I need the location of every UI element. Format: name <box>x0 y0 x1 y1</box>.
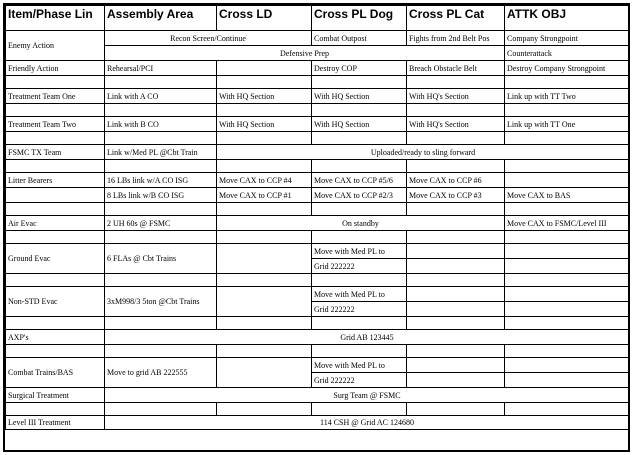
empty-cell <box>6 231 105 244</box>
empty-cell <box>407 203 505 216</box>
empty-cell <box>105 274 217 287</box>
cell-friendly-obj: Destroy Company Strongpoint <box>505 61 630 76</box>
empty-cell <box>505 259 630 274</box>
empty-cell <box>6 132 105 145</box>
cell-tt2-aa: Link with B CO <box>105 117 217 132</box>
cell-enemy-obj-2: Counterattack <box>505 46 630 61</box>
cell-tt1-pl-dog: With HQ Section <box>312 89 407 104</box>
empty-cell <box>6 160 105 173</box>
empty-cell <box>407 358 505 373</box>
empty-cell <box>217 104 312 117</box>
cell-litter-pl-dog-2: Move CAX to CCP #2/3 <box>312 188 407 203</box>
cell-tt1-aa: Link with A CO <box>105 89 217 104</box>
table-row <box>6 31 630 46</box>
empty-cell <box>105 132 217 145</box>
row-label-fsmc-tx-team: FSMC TX Team <box>6 145 105 160</box>
cell-ground-pl-dog-1: Move with Med PL to <box>312 244 407 259</box>
header-cross-pl-cat: Cross PL Cat <box>407 6 505 31</box>
empty-cell <box>505 403 630 416</box>
cell-friendly-aa: Rehearsal/PCI <box>105 61 217 76</box>
cell-air-on-standby: On standby <box>217 216 505 231</box>
empty-cell <box>505 203 630 216</box>
empty-cell <box>407 132 505 145</box>
empty-cell <box>312 345 407 358</box>
empty-cell <box>407 259 505 274</box>
cell-ct-aa: Move to grid AB 222555 <box>105 358 217 388</box>
empty-cell <box>505 317 630 330</box>
cell-litter-pl-cat-2: Move CAX to CCP #3 <box>407 188 505 203</box>
table-row <box>6 173 630 188</box>
empty-cell <box>217 76 312 89</box>
row-label-litter-bearers: Litter Bearers <box>6 173 105 188</box>
table-row <box>6 287 630 302</box>
table-row <box>6 117 630 132</box>
header-attk-obj: ATTK OBJ <box>505 6 630 31</box>
cell-fsmc-aa: Link w/Med PL @Cbt Train <box>105 145 217 160</box>
empty-cell <box>6 317 105 330</box>
empty-cell <box>505 104 630 117</box>
row-label-enemy-action: Enemy Action <box>6 31 105 61</box>
cell-fsmc-uploaded: Uploaded/ready to sling forward <box>217 145 630 160</box>
row-label-air-evac: Air Evac <box>6 216 105 231</box>
empty-cell <box>6 104 105 117</box>
empty-cell <box>6 203 105 216</box>
empty-cell <box>312 104 407 117</box>
cell-litter-pl-dog-1: Move CAX to CCP #5/6 <box>312 173 407 188</box>
row-label-friendly-action: Friendly Action <box>6 61 105 76</box>
cell-tt1-ld: With HQ Section <box>217 89 312 104</box>
empty-cell <box>312 231 407 244</box>
table-row <box>6 231 630 244</box>
empty-cell <box>6 345 105 358</box>
header-item-phase-line: Item/Phase Lin <box>6 6 105 31</box>
table-row <box>6 160 630 173</box>
cell-ground-pl-dog-2: Grid 222222 <box>312 259 407 274</box>
cell-tt2-pl-dog: With HQ Section <box>312 117 407 132</box>
empty-cell <box>505 287 630 302</box>
empty-cell <box>105 76 217 89</box>
table-row <box>6 244 630 259</box>
table-row <box>6 403 630 416</box>
empty-cell <box>407 274 505 287</box>
empty-cell <box>505 274 630 287</box>
empty-cell <box>505 373 630 388</box>
table-row <box>6 330 630 345</box>
empty-cell <box>505 345 630 358</box>
table-row <box>6 61 630 76</box>
empty-cell <box>105 231 217 244</box>
table-row <box>6 203 630 216</box>
cell-enemy-pl-cat: Fights from 2nd Belt Pos <box>407 31 505 46</box>
cell-litter-aa-1: 16 LBs link w/A CO ISG <box>105 173 217 188</box>
header-assembly-area: Assembly Area <box>105 6 217 31</box>
cell-litter-obj-1 <box>505 173 630 188</box>
cell-litter-ld-1: Move CAX to CCP #4 <box>217 173 312 188</box>
table-row <box>6 104 630 117</box>
cell-friendly-pl-dog: Destroy COP <box>312 61 407 76</box>
empty-cell <box>312 132 407 145</box>
table-row <box>6 345 630 358</box>
cell-tt1-obj: Link up with TT Two <box>505 89 630 104</box>
empty-cell <box>312 76 407 89</box>
empty-cell <box>217 132 312 145</box>
empty-cell <box>312 403 407 416</box>
cell-litter-pl-cat-1: Move CAX to CCP #6 <box>407 173 505 188</box>
empty-cell <box>105 203 217 216</box>
cell-nonstd-aa: 3xM998/3 5ton @Cbt Trains <box>105 287 217 317</box>
empty-cell <box>217 244 312 274</box>
empty-cell <box>407 76 505 89</box>
empty-cell <box>217 231 312 244</box>
cell-air-obj: Move CAX to FSMC/Level III <box>505 216 630 231</box>
table-row <box>6 188 630 203</box>
cell-ct-pl-dog-2: Grid 222222 <box>312 373 407 388</box>
row-label-treatment-team-one: Treatment Team One <box>6 89 105 104</box>
row-label-axps: AXP's <box>6 330 105 345</box>
table-row <box>6 145 630 160</box>
empty-cell <box>407 345 505 358</box>
empty-cell <box>217 403 312 416</box>
cell-litter-aa-2: 8 LBs link w/B CO ISG <box>105 188 217 203</box>
empty-cell <box>312 160 407 173</box>
cell-tt2-obj: Link up with TT One <box>505 117 630 132</box>
empty-cell <box>6 403 105 416</box>
header-row <box>6 6 630 31</box>
table-row <box>6 388 630 403</box>
empty-cell <box>6 188 105 203</box>
row-label-level-iii-treatment: Level III Treatment <box>6 416 105 430</box>
empty-cell <box>105 317 217 330</box>
empty-cell <box>407 287 505 302</box>
table-row <box>6 132 630 145</box>
cell-axp-grid: Grid AB 123445 <box>105 330 630 345</box>
table-row <box>6 416 630 430</box>
row-label-non-std-evac: Non-STD Evac <box>6 287 105 317</box>
empty-cell <box>407 160 505 173</box>
empty-cell <box>407 302 505 317</box>
empty-cell <box>105 104 217 117</box>
empty-cell <box>217 160 312 173</box>
empty-cell <box>407 244 505 259</box>
cell-air-aa: 2 UH 60s @ FSMC <box>105 216 217 231</box>
cell-litter-ld-2: Move CAX to CCP #1 <box>217 188 312 203</box>
empty-cell <box>312 203 407 216</box>
cell-ground-aa: 6 FLAs @ Cbt Trains <box>105 244 217 274</box>
cell-friendly-pl-cat: Breach Obstacle Belt <box>407 61 505 76</box>
cell-nonstd-pl-dog-2: Grid 222222 <box>312 302 407 317</box>
empty-cell <box>105 403 217 416</box>
table-row <box>6 89 630 104</box>
row-label-combat-trains: Combat Trains/BAS <box>6 358 105 388</box>
empty-cell <box>217 203 312 216</box>
empty-cell <box>407 373 505 388</box>
cell-surg-team: Surg Team @ FSMC <box>105 388 630 403</box>
table-row <box>6 76 630 89</box>
cell-tt2-pl-cat: With HQ's Section <box>407 117 505 132</box>
table-row <box>6 274 630 287</box>
cell-ct-pl-dog-1: Move with Med PL to <box>312 358 407 373</box>
row-label-surgical-treatment: Surgical Treatment <box>6 388 105 403</box>
cell-nonstd-pl-dog-1: Move with Med PL to <box>312 287 407 302</box>
empty-cell <box>6 274 105 287</box>
empty-cell <box>505 231 630 244</box>
empty-cell <box>407 403 505 416</box>
table-row <box>6 216 630 231</box>
header-cross-ld: Cross LD <box>217 6 312 31</box>
empty-cell <box>505 244 630 259</box>
empty-cell <box>105 345 217 358</box>
cell-recon-screen: Recon Screen/Continue <box>105 31 312 46</box>
cell-defensive-prep: Defensive Prep <box>105 46 505 61</box>
empty-cell <box>217 345 312 358</box>
empty-cell <box>217 358 312 388</box>
cell-enemy-obj-1: Company Strongpoint <box>505 31 630 46</box>
empty-cell <box>505 302 630 317</box>
table-row <box>6 317 630 330</box>
cell-litter-obj-2: Move CAX to BAS <box>505 188 630 203</box>
row-label-treatment-team-two: Treatment Team Two <box>6 117 105 132</box>
table-row <box>6 358 630 373</box>
cell-tt1-pl-cat: With HQ's Section <box>407 89 505 104</box>
empty-cell <box>312 317 407 330</box>
empty-cell <box>312 274 407 287</box>
cell-csh-grid: 114 CSH @ Grid AC 124680 <box>105 416 630 430</box>
empty-cell <box>505 76 630 89</box>
cell-friendly-ld <box>217 61 312 76</box>
empty-cell <box>217 317 312 330</box>
empty-cell <box>407 104 505 117</box>
empty-cell <box>505 358 630 373</box>
empty-cell <box>217 274 312 287</box>
empty-cell <box>6 76 105 89</box>
sync-matrix-table <box>5 5 630 430</box>
empty-cell <box>407 317 505 330</box>
empty-cell <box>105 160 217 173</box>
empty-cell <box>217 287 312 317</box>
row-label-ground-evac: Ground Evac <box>6 244 105 274</box>
empty-cell <box>407 231 505 244</box>
header-cross-pl-dog: Cross PL Dog <box>312 6 407 31</box>
empty-cell <box>505 160 630 173</box>
empty-cell <box>505 132 630 145</box>
cell-enemy-pl-dog: Combat Outpost <box>312 31 407 46</box>
cell-tt2-ld: With HQ Section <box>217 117 312 132</box>
